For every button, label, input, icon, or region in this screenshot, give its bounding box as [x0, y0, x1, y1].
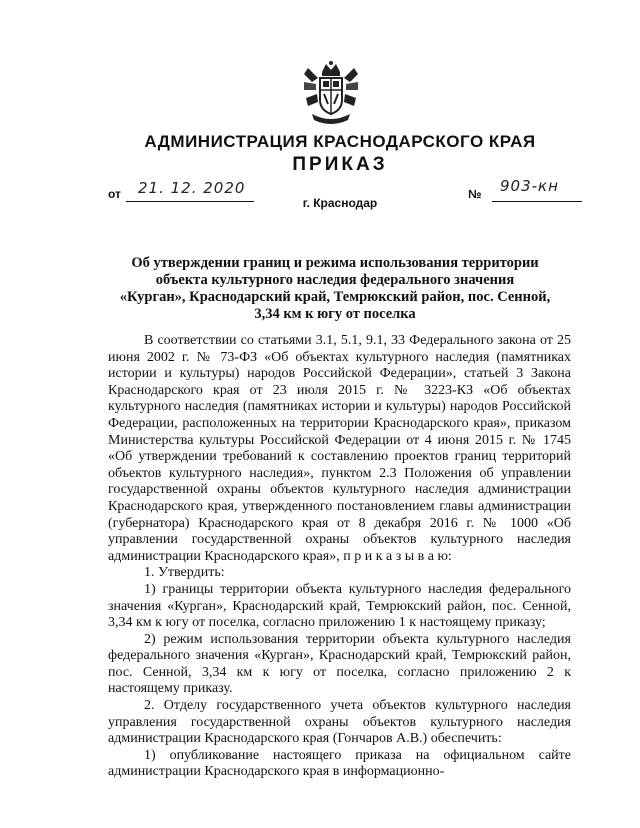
- heading-line: Об утверждении границ и режима использования территории: [131, 255, 539, 271]
- date-label: от: [108, 187, 121, 201]
- city-label: г. Краснодар: [302, 196, 378, 210]
- organization-title: АДМИНИСТРАЦИЯ КРАСНОДАРСКОГО КРАЯ: [144, 132, 536, 151]
- handwritten-date: 21. 12. 2020: [138, 179, 246, 197]
- clause-1-1: 1) границы территории объекта культурного наследия федерального значения «Курган», Краснодарский край, Темрюкский район, пос. Сенной, 3,34 км к югу от поселка, согласно приложению 1 к настоящему приказу;: [108, 581, 571, 631]
- clause-1: 1. Утвердить:: [144, 565, 225, 581]
- clause-2: 2. Отделу государственного учета объектов культурного наследия управления государственной охраны объектов культурного наследия администрации Краснодарского края (Гончаров А.В.) обеспечить:: [108, 698, 571, 747]
- heading-line: «Курган», Краснодарский край, Темрюкский район, пос. Сенной,: [119, 289, 551, 305]
- document-body: [108, 333, 571, 781]
- coat-of-arms-icon: [300, 60, 362, 126]
- clause-2-1: 1) опубликование настоящего приказа на официальном сайте администрации Краснодарского края в информационно-: [108, 747, 571, 780]
- handwritten-number: 903-кн: [500, 177, 559, 195]
- document-type: ПРИКАЗ: [292, 154, 388, 175]
- clause-1-2: 2) режим использования территории объекта культурного наследия федерального значения «Курган», Краснодарский край, Темрюкский район, пос. Сенной, 3,34 км к югу от поселка, согласно приложению 2 к настоящему приказу.: [108, 631, 571, 697]
- document-heading: [110, 255, 560, 323]
- preamble-paragraph: В соответствии со статьями 3.1, 5.1, 9.1, 33 Федерального закона от 25 июня 2002 г. № 73-ФЗ «Об объектах культурного наследия (памятниках истории и культуры) народов Российской Федерации», статьей 3 Закона Краснодарского края от 23 июля 2015 г. № 3223-КЗ «Об объектах культурного наследия (памятниках истории и культуры) народов Российской Федерации, расположенных на территории Краснодарского края», приказом Министерства культуры Российской Федерации от 4 июня 2015 г. № 1745 «Об утверждении требований к составлению проектов границ территорий объектов культурного наследия», пунктом 2.3 Положения об управлении государственной охраны объектов культурного наследия администрации Краснодарского края, утвержденного постановлением главы администрации (губернатора) Краснодарского края от 8 декабря 2016 г. № 1000 «Об управлении государственной охраны объектов культурного наследия администрации Краснодарского края», п р и к а з ы в а ю:: [108, 333, 571, 564]
- heading-line: 3,34 км к югу от поселка: [254, 306, 416, 322]
- heading-line: объекта культурного наследия федерального значения: [155, 272, 515, 288]
- number-label: №: [468, 187, 482, 201]
